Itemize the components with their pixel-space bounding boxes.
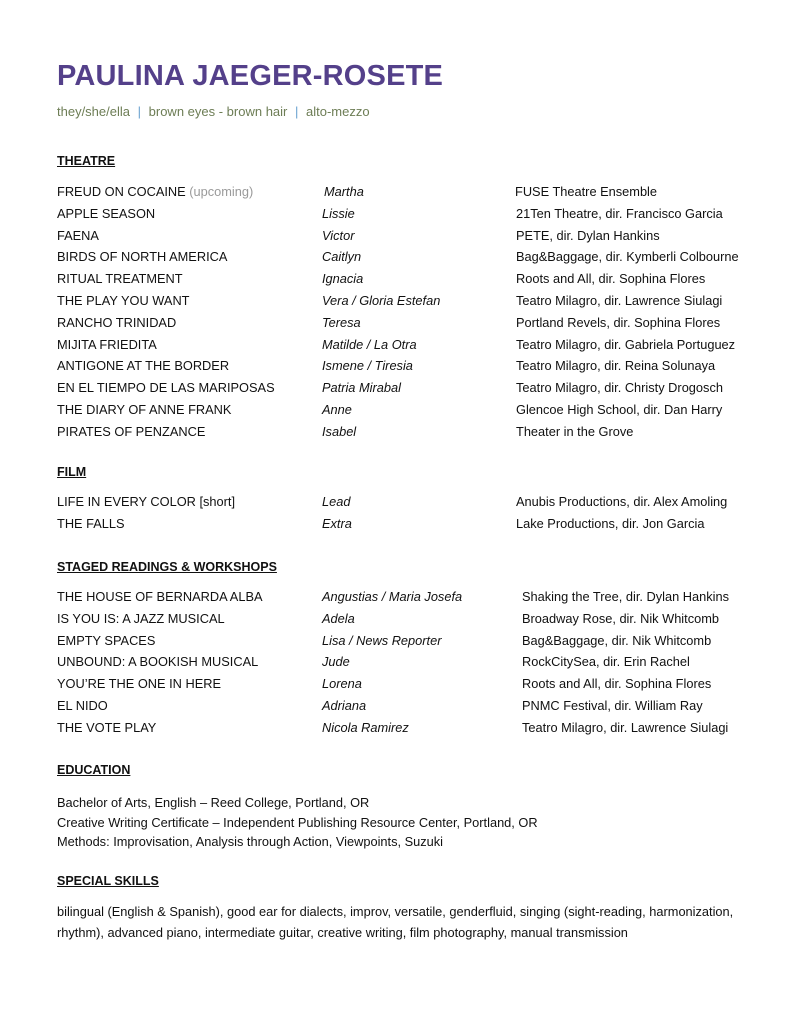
credit-company: Broadway Rose, dir. Nik Whitcomb bbox=[522, 610, 719, 626]
credit-title bbox=[57, 355, 229, 377]
credit-company: PETE, dir. Dylan Hankins bbox=[516, 227, 660, 243]
credit-row bbox=[57, 181, 757, 203]
appearance: brown eyes - brown hair bbox=[148, 104, 288, 119]
credit-row bbox=[57, 246, 757, 268]
credit-title-text: THE VOTE PLAY bbox=[57, 719, 157, 735]
skills-text: bilingual (English & Spanish), good ear for dialects, improv, versatile, genderfluid, singing (sight-reading, harmonization, rhythm), advanced piano, intermediate guitar, creative writing, film photography, manual transmission bbox=[57, 904, 734, 940]
credit-title bbox=[57, 225, 99, 247]
credit-title bbox=[57, 608, 225, 630]
credit-company: Roots and All, dir. Sophina Flores bbox=[516, 271, 706, 287]
credit-title-text: ANTIGONE AT THE BORDER bbox=[57, 358, 230, 374]
credit-row bbox=[57, 673, 757, 695]
credit-row bbox=[57, 651, 757, 673]
credit-title bbox=[57, 651, 258, 673]
credit-title bbox=[57, 181, 253, 203]
credit-role: Angustias / Maria Josefa bbox=[322, 589, 463, 604]
credit-row bbox=[57, 334, 757, 356]
credit-company: Anubis Productions, dir. Alex Amoling bbox=[516, 494, 728, 509]
credit-company: Teatro Milagro, dir. Lawrence Siulagi bbox=[516, 292, 723, 308]
credit-title bbox=[57, 695, 108, 717]
credit-row bbox=[57, 377, 757, 399]
education-heading: EDUCATION bbox=[57, 763, 131, 777]
credit-title bbox=[57, 334, 157, 356]
credit-company: Portland Revels, dir. Sophina Flores bbox=[516, 314, 721, 330]
credit-title bbox=[57, 491, 235, 513]
credit-title-text: THE PLAY YOU WANT bbox=[57, 292, 190, 308]
credit-row bbox=[57, 399, 757, 421]
upcoming-note: (upcoming) bbox=[189, 184, 254, 199]
credit-company: Teatro Milagro, dir. Christy Drogosch bbox=[516, 380, 723, 396]
credit-row bbox=[57, 355, 757, 377]
credit-company: Glencoe High School, dir. Dan Harry bbox=[516, 401, 723, 417]
credit-company: Roots and All, dir. Sophina Flores bbox=[522, 676, 712, 692]
credit-role: Nicola Ramirez bbox=[322, 719, 409, 735]
credit-company: Teatro Milagro, dir. Lawrence Siulagi bbox=[522, 719, 729, 735]
credit-role: Extra bbox=[322, 515, 352, 531]
education-line: Methods: Improvisation, Analysis through Action, Viewpoints, Suzuki bbox=[57, 834, 444, 849]
pronouns: they/she/ella bbox=[57, 104, 130, 119]
credit-title bbox=[57, 421, 205, 443]
credit-title bbox=[57, 290, 190, 312]
credit-role: Patria Mirabal bbox=[322, 380, 401, 396]
credit-title-text: APPLE SEASON bbox=[57, 205, 156, 221]
credit-title bbox=[57, 673, 221, 695]
credit-row bbox=[57, 290, 757, 312]
credit-row bbox=[57, 203, 757, 225]
credit-row bbox=[57, 695, 757, 717]
credit-row bbox=[57, 608, 757, 630]
credit-title-text: FREUD ON COCAINE bbox=[57, 184, 186, 199]
staged-heading: STAGED READINGS & WORKSHOPS bbox=[57, 560, 277, 574]
credit-title bbox=[57, 399, 231, 421]
credit-title bbox=[57, 717, 156, 739]
credit-company: PNMC Festival, dir. William Ray bbox=[522, 697, 703, 713]
credit-company: FUSE Theatre Ensemble bbox=[515, 184, 658, 199]
credit-role: Anne bbox=[322, 401, 352, 417]
credit-title-text: MIJITA FRIEDITA bbox=[57, 336, 157, 352]
credit-company: 21Ten Theatre, dir. Francisco Garcia bbox=[516, 205, 723, 221]
credit-role: Teresa bbox=[322, 314, 361, 330]
credit-row bbox=[57, 717, 757, 739]
education-list bbox=[57, 793, 757, 852]
credit-role: Adela bbox=[322, 610, 355, 626]
credit-role: Adriana bbox=[322, 697, 367, 713]
credit-title-text: PIRATES OF PENZANCE bbox=[57, 423, 206, 439]
credit-role: Lissie bbox=[322, 205, 355, 221]
separator-1: | bbox=[137, 104, 142, 119]
credit-title-text: FAENA bbox=[57, 227, 99, 243]
credit-title bbox=[57, 630, 155, 652]
credit-company: Bag&Baggage, dir. Nik Whitcomb bbox=[522, 632, 712, 648]
credit-title-text: UNBOUND: A BOOKISH MUSICAL bbox=[57, 654, 259, 670]
credit-role: Isabel bbox=[322, 423, 357, 439]
theatre-credits bbox=[57, 181, 757, 443]
voice-type: alto-mezzo bbox=[306, 104, 370, 119]
film-credits bbox=[57, 491, 757, 535]
credit-title bbox=[57, 513, 125, 535]
credit-row bbox=[57, 268, 757, 290]
credit-title bbox=[57, 203, 155, 225]
credit-role: Lorena bbox=[322, 676, 362, 692]
credit-row bbox=[57, 630, 757, 652]
education-line: Creative Writing Certificate – Independent Publishing Resource Center, Portland, OR bbox=[57, 814, 538, 830]
credit-role: Lead bbox=[322, 494, 351, 509]
credit-role: Ignacia bbox=[322, 271, 364, 287]
credit-title bbox=[57, 312, 176, 334]
credit-title-text: YOU’RE THE ONE IN HERE bbox=[57, 676, 222, 692]
credit-row bbox=[57, 513, 757, 535]
credit-title-text: BIRDS OF NORTH AMERICA bbox=[57, 249, 228, 265]
credit-row bbox=[57, 225, 757, 247]
credit-role: Caitlyn bbox=[322, 249, 362, 265]
credit-company: Bag&Baggage, dir. Kymberli Colbourne bbox=[516, 249, 739, 265]
performer-details bbox=[57, 104, 370, 119]
credit-company: Shaking the Tree, dir. Dylan Hankins bbox=[522, 589, 729, 604]
credit-role: Ismene / Tiresia bbox=[322, 358, 413, 374]
credit-title-text: THE HOUSE OF BERNARDA ALBA bbox=[57, 589, 263, 604]
credit-title bbox=[57, 377, 275, 399]
credit-role: Vera / Gloria Estefan bbox=[322, 292, 441, 308]
credit-title-text: EL NIDO bbox=[57, 697, 108, 713]
credit-role: Jude bbox=[322, 654, 350, 670]
credit-role: Lisa / News Reporter bbox=[322, 632, 442, 648]
credit-role: Martha bbox=[324, 184, 364, 199]
credit-title-text: THE FALLS bbox=[57, 515, 125, 531]
credit-row bbox=[57, 421, 757, 443]
credit-title-text: RANCHO TRINIDAD bbox=[57, 314, 177, 330]
credit-title-text: LIFE IN EVERY COLOR [short] bbox=[57, 494, 236, 509]
performer-name: PAULINA JAEGER-ROSETE bbox=[57, 60, 444, 92]
education-line: Bachelor of Arts, English – Reed College, Portland, OR bbox=[57, 795, 370, 810]
credit-company: Lake Productions, dir. Jon Garcia bbox=[516, 515, 705, 531]
credit-title-text: RITUAL TREATMENT bbox=[57, 271, 183, 287]
credit-row bbox=[57, 491, 757, 513]
separator-2: | bbox=[295, 104, 299, 119]
credit-title bbox=[57, 586, 263, 608]
credit-company: Teatro Milagro, dir. Reina Solunaya bbox=[516, 358, 716, 374]
credit-row bbox=[57, 586, 757, 608]
credit-title-text: IS YOU IS: A JAZZ MUSICAL bbox=[57, 610, 225, 626]
credit-title-text: THE DIARY OF ANNE FRANK bbox=[57, 401, 232, 417]
credit-company: RockCitySea, dir. Erin Rachel bbox=[522, 654, 690, 670]
credit-company: Teatro Milagro, dir. Gabriela Portuguez bbox=[516, 336, 736, 352]
film-heading: FILM bbox=[57, 465, 87, 479]
credit-role: Matilde / La Otra bbox=[322, 336, 417, 352]
theatre-heading: THEATRE bbox=[57, 154, 116, 168]
credit-row bbox=[57, 312, 757, 334]
credit-role: Victor bbox=[322, 227, 355, 243]
credit-title bbox=[57, 268, 183, 290]
credit-title bbox=[57, 246, 227, 268]
staged-credits bbox=[57, 586, 757, 739]
credit-title-text: EN EL TIEMPO DE LAS MARIPOSAS bbox=[57, 380, 275, 396]
skills-heading: SPECIAL SKILLS bbox=[57, 874, 159, 888]
credit-title-text: EMPTY SPACES bbox=[57, 632, 156, 648]
credit-company: Theater in the Grove bbox=[516, 423, 634, 439]
